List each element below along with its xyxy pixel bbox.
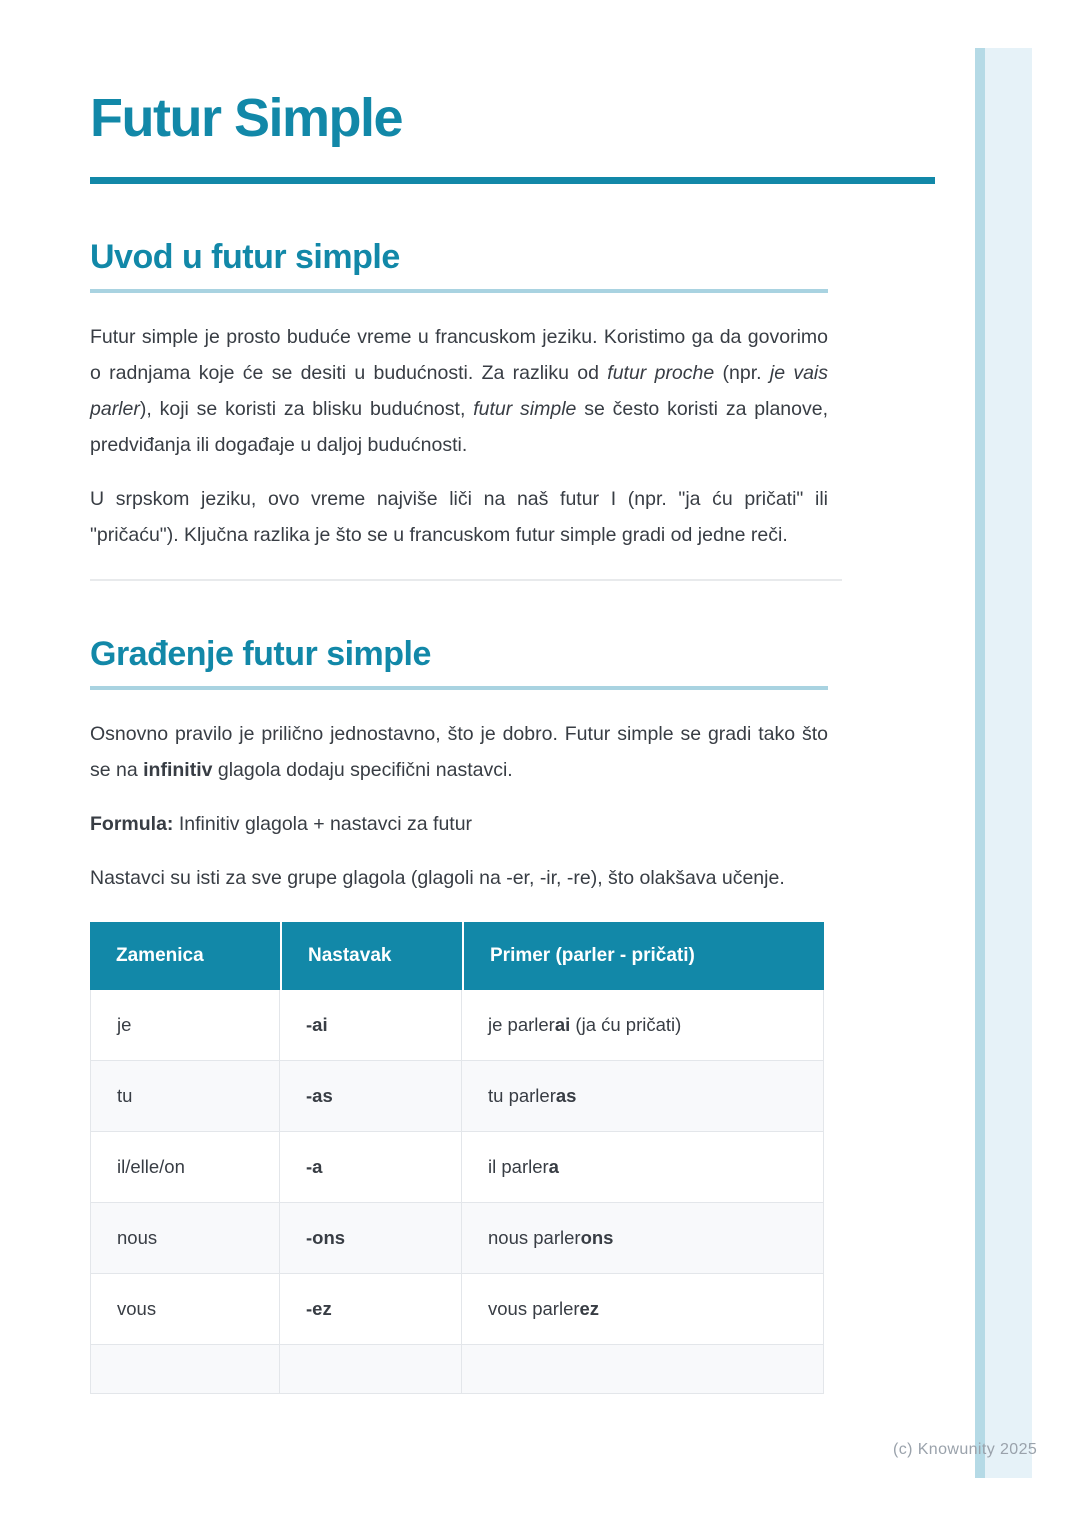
conjugation-table xyxy=(90,922,824,1394)
conjugation-table-body xyxy=(90,990,824,1394)
section-divider xyxy=(90,579,842,581)
example-cell xyxy=(462,1345,824,1394)
ending-cell: -as xyxy=(280,1061,462,1132)
ending-cell: -a xyxy=(280,1132,462,1203)
section-heading-intro: Uvod u futur simple xyxy=(90,237,400,276)
formula-line: Formula: Infinitiv glagola + nastavci za futur xyxy=(90,812,473,835)
section-heading-building: Građenje futur simple xyxy=(90,634,431,673)
ending-cell: -ons xyxy=(280,1203,462,1274)
pronoun-cell: il/elle/on xyxy=(90,1132,280,1203)
table-row xyxy=(90,1203,824,1274)
table-row xyxy=(90,1345,824,1394)
building-paragraph-2: Nastavci su isti za sve grupe glagola (glagoli na -er, -ir, -re), što olakšava učenje. xyxy=(90,866,785,889)
example-cell: nous parlerons xyxy=(462,1203,824,1274)
content-column xyxy=(90,0,828,1394)
page-title: Futur Simple xyxy=(90,88,403,148)
footer-credit: (c) Knowunity 2025 xyxy=(893,1441,1038,1458)
ending-cell: -ai xyxy=(280,990,462,1061)
table-row xyxy=(90,1274,824,1345)
ending-cell: -ez xyxy=(280,1274,462,1345)
pronoun-cell: je xyxy=(90,990,280,1061)
intro-paragraph-2: U srpskom jeziku, ovo vreme najviše liči na naš futur I (npr. "ja ću pričati" ili "pričaću"). Ključna razlika je što se u francuskom futur simple gradi od jedne reči. xyxy=(90,487,828,546)
table-row xyxy=(90,990,824,1061)
table-row xyxy=(90,1061,824,1132)
header-cell-nastavak: Nastavak xyxy=(280,922,462,990)
example-cell: il parlera xyxy=(462,1132,824,1203)
title-rule xyxy=(90,177,935,184)
section-underline-building xyxy=(90,686,828,690)
header-cell-zamenica: Zamenica xyxy=(90,922,280,990)
building-paragraph-1: Osnovno pravilo je prilično jednostavno, što je dobro. Futur simple se gradi tako što se na infinitiv glagola dodaju specifični nastavci. xyxy=(90,722,828,781)
ending-cell xyxy=(280,1345,462,1394)
pronoun-cell: nous xyxy=(90,1203,280,1274)
example-cell: vous parlerez xyxy=(462,1274,824,1345)
example-cell: je parlerai (ja ću pričati) xyxy=(462,990,824,1061)
table-row xyxy=(90,1132,824,1203)
table-header-row xyxy=(90,922,824,990)
intro-paragraph-1: Futur simple je prosto buduće vreme u francuskom jeziku. Koristimo ga da govorimo o radnjama koje će se desiti u budućnosti. Za razliku od futur proche (npr. je vais parler), koji se koristi za blisku budućnost, futur simple se često koristi za planove, predviđanja ili događaje u daljoj budućnosti. xyxy=(90,325,829,456)
section-underline-intro xyxy=(90,289,828,293)
example-cell: tu parleras xyxy=(462,1061,824,1132)
pronoun-cell xyxy=(90,1345,280,1394)
pronoun-cell: tu xyxy=(90,1061,280,1132)
pronoun-cell: vous xyxy=(90,1274,280,1345)
header-cell-primer: Primer (parler - pričati) xyxy=(462,922,824,990)
right-accent-bar xyxy=(975,48,1032,1478)
